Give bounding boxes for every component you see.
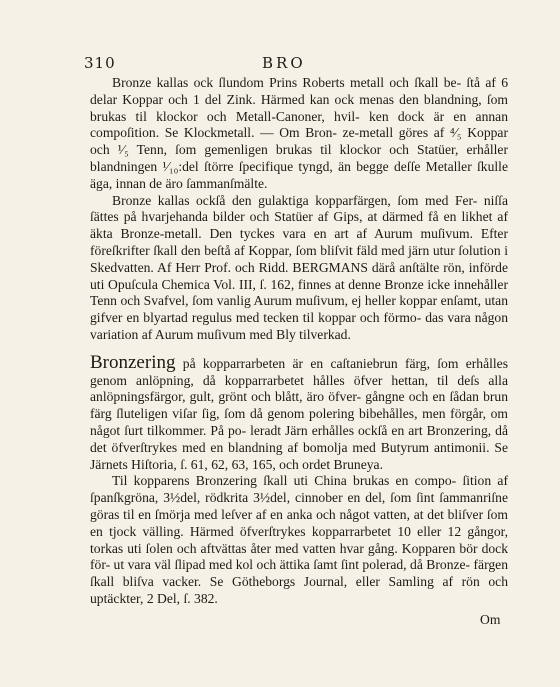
page-body [90,75,508,608]
paragraph-bronzering: på kopparrarbeten är en caſtaniebrun färg, ſom erhålles genom anlöpning, då kopparrarbetet hålles öfver hettan, til deſs alla anlöpningsfärgor, gult, grönt och blått, äro öfver- gångne och en ſådan brun färg ſluteligen viſar ſig, ſom då genom polering bibehålles, men förgår, om något ſurt tilkommer. På po- leradt Järn erhålles ockſå en art Bronzering, då det öfverſtrykes med en blandning af bomolja med Butyrum antimonii. Se Järnets Hiſtoria, ſ. 61, 62, 63, 165, och ordet Bruneya. [90,355,508,472]
entry-bronzering [90,351,508,474]
paragraph-bronze-color: Bronze kallas ockſå den gulaktiga kopparfärgen, ſom med Fer- niſſa ſättes på hvarjehanda bilder och Statüer af Gips, at därmed få en likhet af äkta Bronze-metall. Den tyckes vara en art af Aurum muſivum. Efter föreſkrifter ſkall den beſtå af Koppar, ſom bliſvit fäld med järn utur ſolution i Skedvatten. Af Herr Prof. och Ridd. BERGMANS därå anſtälte rön, införde uti Opuſcula Chemica Vol. III, ſ. 162, finnes at denne Bronze icke innehåller Tenn och Svafvel, ſom vanlig Aurum muſivum, ej heller koppar enſamt, utan gifver en blyartad regulus med tecken til koppar och förmo- das vara någon variation af Aurum muſivum med Bly tilverkad. [90,192,508,342]
paragraph-bronze: Bronze kallas ock ſlundom Prins Roberts metall och ſkall be- ſtå af 6 delar Koppar och 1 del Zink. Härmed kan ock menas den blandning, ſom brukas til klockor och Metall-Canoner, hvil- ken dock är en annan compoſition. Se Klockmetall. — Om Bron- ze-metall göres af ⁴⁄₅ Koppar och ¹⁄₅ Tenn, ſom gemenligen brukas til klockor och Statüer, erhåller blandningen ¹⁄₁₀:del ſtörre ſpecifique tyngd, än begge deſſe Metaller ſkulle äga, innan de äro ſammanſmälte. [90,75,508,191]
headword: Bronzering [90,351,176,373]
running-head: BRO [262,54,306,72]
catchword: Om [480,612,501,627]
paragraph-china-method: Til kopparens Bronzering ſkall uti China brukas en compo- ſition af ſpanſkgröna, 3½del, rödkrita 3½del, cinnober en del, ſom ſint ſammanriſne göras til en ſmörja med leſver af en anka och något vatten, at det bliſver ſom en tjock välling. Härmed öfverſtrykes kopparrarbetet 10 eller 12 gångor, torkas uti ſolen och aftvättas åter med vatten hvar gång. Kopparen bör dock för- ut vara väl ſlipad med kol och ättika ſamt ſint polerad, då Bronze- färgen ſkall bliſva vacker. Se Götheborgs Journal, eller Samling af rön och uptäckter, 2 Del, ſ. 382. [90,473,508,606]
page-number: 310 [84,54,116,72]
